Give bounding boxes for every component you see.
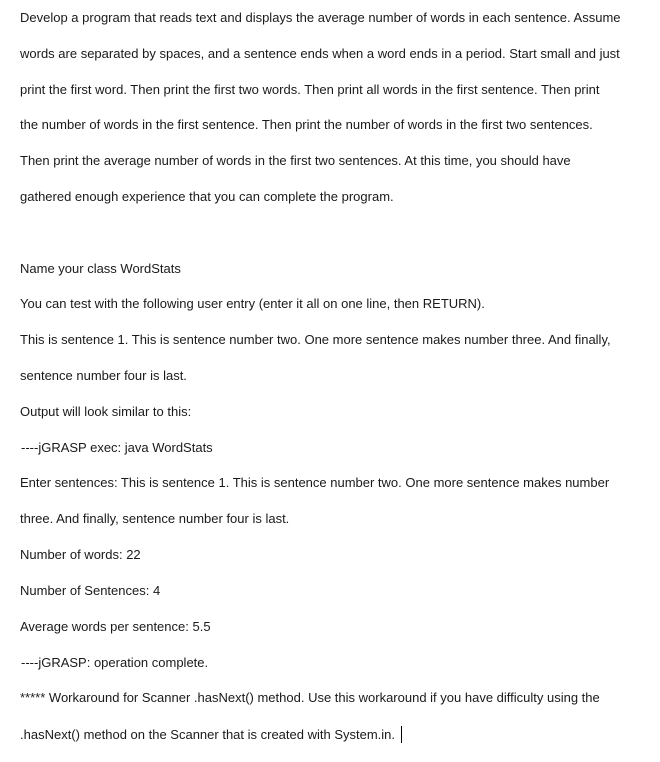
text-cursor [401,726,402,743]
output-line: Enter sentences: This is sentence 1. This is sentence number two. One more sentence makes number [20,475,610,490]
paragraph-line: gathered enough experience that you can complete the program. [20,189,394,204]
test-input-line: sentence number four is last. [20,368,187,383]
output-line: ----jGRASP exec: java WordStats [21,440,213,455]
output-line: Average words per sentence: 5.5 [20,619,211,634]
workaround-last-line [20,726,402,743]
paragraph-line: print the first word. Then print the first two words. Then print all words in the first sentence. Then print [20,82,600,97]
paragraph-line: the number of words in the first sentence. Then print the number of words in the first two sentences. [20,117,593,132]
test-intro-line: You can test with the following user entry (enter it all on one line, then RETURN). [20,296,485,311]
test-input-line: This is sentence 1. This is sentence number two. One more sentence makes number three. And finally, [20,332,611,347]
output-line: Number of words: 22 [20,547,141,562]
paragraph-line: Then print the average number of words in the first two sentences. At this time, you should have [20,153,571,168]
workaround-line: ***** Workaround for Scanner .hasNext() method. Use this workaround if you have difficulty using the [20,690,600,705]
output-intro-line: Output will look similar to this: [20,404,192,419]
paragraph-line: words are separated by spaces, and a sentence ends when a word ends in a period. Start small and just [20,46,620,61]
output-line: three. And finally, sentence number four is last. [20,511,290,526]
paragraph-line: Develop a program that reads text and displays the average number of words in each sentence. Assume [20,10,621,25]
output-line: Number of Sentences: 4 [20,583,161,598]
class-name-line: Name your class WordStats [20,261,181,276]
output-line: ----jGRASP: operation complete. [21,655,209,670]
workaround-line-text: .hasNext() method on the Scanner that is created with System.in. [20,727,396,742]
